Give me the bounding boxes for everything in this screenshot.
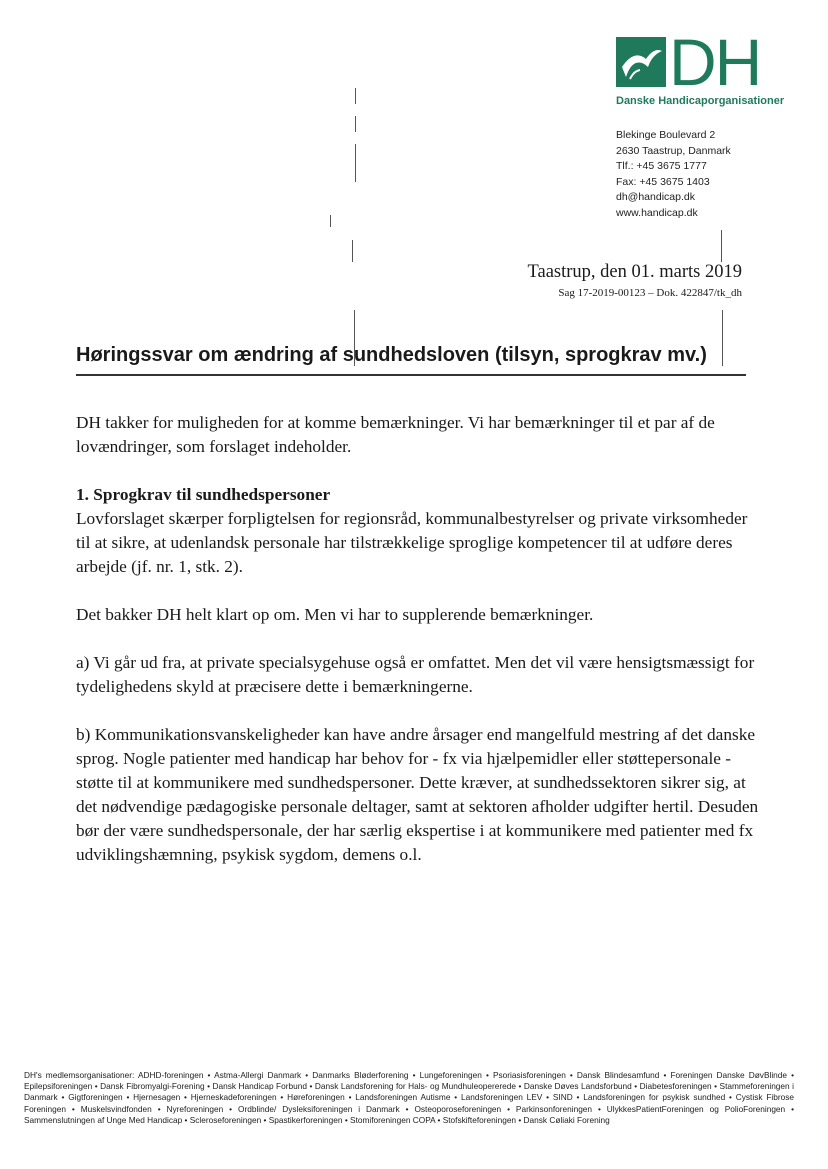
logo-subtitle: Danske Handicaporganisationer <box>616 95 785 107</box>
heading-divider <box>76 374 746 376</box>
scan-line <box>330 215 331 227</box>
page-title: Høringssvar om ændring af sundhedsloven (tilsyn, sprogkrav mv.) <box>76 344 707 366</box>
logo-letters: DH <box>669 25 761 99</box>
sender-address <box>616 128 731 221</box>
scan-line <box>352 240 353 262</box>
scan-line <box>355 116 356 132</box>
address-email[interactable]: dh@handicap.dk <box>616 191 695 203</box>
scan-line <box>355 144 356 182</box>
remark-b-paragraph: b) Kommunikationsvanskeligheder kan have andre årsager end mangelfuld mestring af det danske sprog. Nogle patienter med handicap har behov for - fx via hjælpemidler eller støttepersonale - støtte til at kommunikere med sundhedspersoner. Dette kræver, at sundhedssektoren sikrer sig, at det nødvendige pædagogiske personale deltager, samt at sektoren afholder udgifter hertil. Desuden bør der være sundhedspersonale, der har særlig ekspertise i at kommunikere med patienter med fx udviklingshæmning, psykisk sygdom, demens o.l. <box>76 725 759 864</box>
scan-line <box>355 88 356 104</box>
remark-a-paragraph: a) Vi går ud fra, at private specialsygehuse også er omfattet. Men det vil være hensigtsmæssigt for tydelighedens skyld at præcisere dette i bemærkningerne. <box>76 653 755 696</box>
section-paragraph: Lovforslaget skærper forpligtelsen for regionsråd, kommunalbestyrelser og private virksomheder til at sikre, at udenlandsk personale har tilstrækkelige sproglige kompetencer til at udføre deres arbejde (jf. nr. 1, stk. 2). <box>76 509 748 576</box>
dateline: Taastrup, den 01. marts 2019 <box>527 262 742 282</box>
letter-body <box>76 411 760 891</box>
address-fax: Fax: +45 3675 1403 <box>616 175 710 188</box>
address-street: Blekinge Boulevard 2 <box>616 129 716 141</box>
address-website[interactable]: www.handicap.dk <box>616 206 698 219</box>
member-organisations-footer: DH's medlemsorganisationer: ADHD-foreningen • Astma-Allergi Danmark • Danmarks Bløderforening • Lungeforeningen • Psoriasisforeningen • Dansk Blindesamfund • Foreningen Danske DøvBlinde • Epilepsiforeningen • Dansk Fibromyalgi-Forening • Dansk Handicap Forbund • Dansk Landsforening for Hals- og Mundhuleopererede • Danske Døves Landsforbund • Diabetesforeningen • Stammeforeningen i Danmark • Gigtforeningen • Hjernesagen • Hjerneskadeforeningen • Høreforeningen • Landsforeningen Autisme • Landsforeningen LEV • SIND • Landsforeningen for psykisk sundhed • Cystisk Fibrose Foreningen • Muskelsvindfonden • Nyreforeningen • Ordblinde/ Dysleksiforeningen i Danmark • Osteoporoseforeningen • Parkinsonforeningen • UlykkesPatientForeningen og PolioForeningen • Sammenslutningen af Unge Med Handicap • Scleroseforeningen • Spastikerforeningen • Stomiforeningen COPA • Stofskifteforeningen • Dansk Cøliaki Forening <box>24 1070 794 1125</box>
scan-line <box>721 230 722 262</box>
dh-logo <box>616 25 785 113</box>
address-city: 2630 Taastrup, Danmark <box>616 144 731 157</box>
address-phone: Tlf.: +45 3675 1777 <box>616 160 707 172</box>
intro-paragraph: DH takker for muligheden for at komme bemærkninger. Vi har bemærkninger til et par af de lovændringer, som forslaget indeholder. <box>76 413 715 456</box>
section-heading: 1. Sprogkrav til sundhedspersoner <box>76 485 331 504</box>
support-paragraph: Det bakker DH helt klart op om. Men vi har to supplerende bemærkninger. <box>76 605 594 624</box>
case-reference: Sag 17-2019-00123 – Dok. 422847/tk_dh <box>558 287 742 299</box>
bird-emblem-icon <box>616 37 666 87</box>
